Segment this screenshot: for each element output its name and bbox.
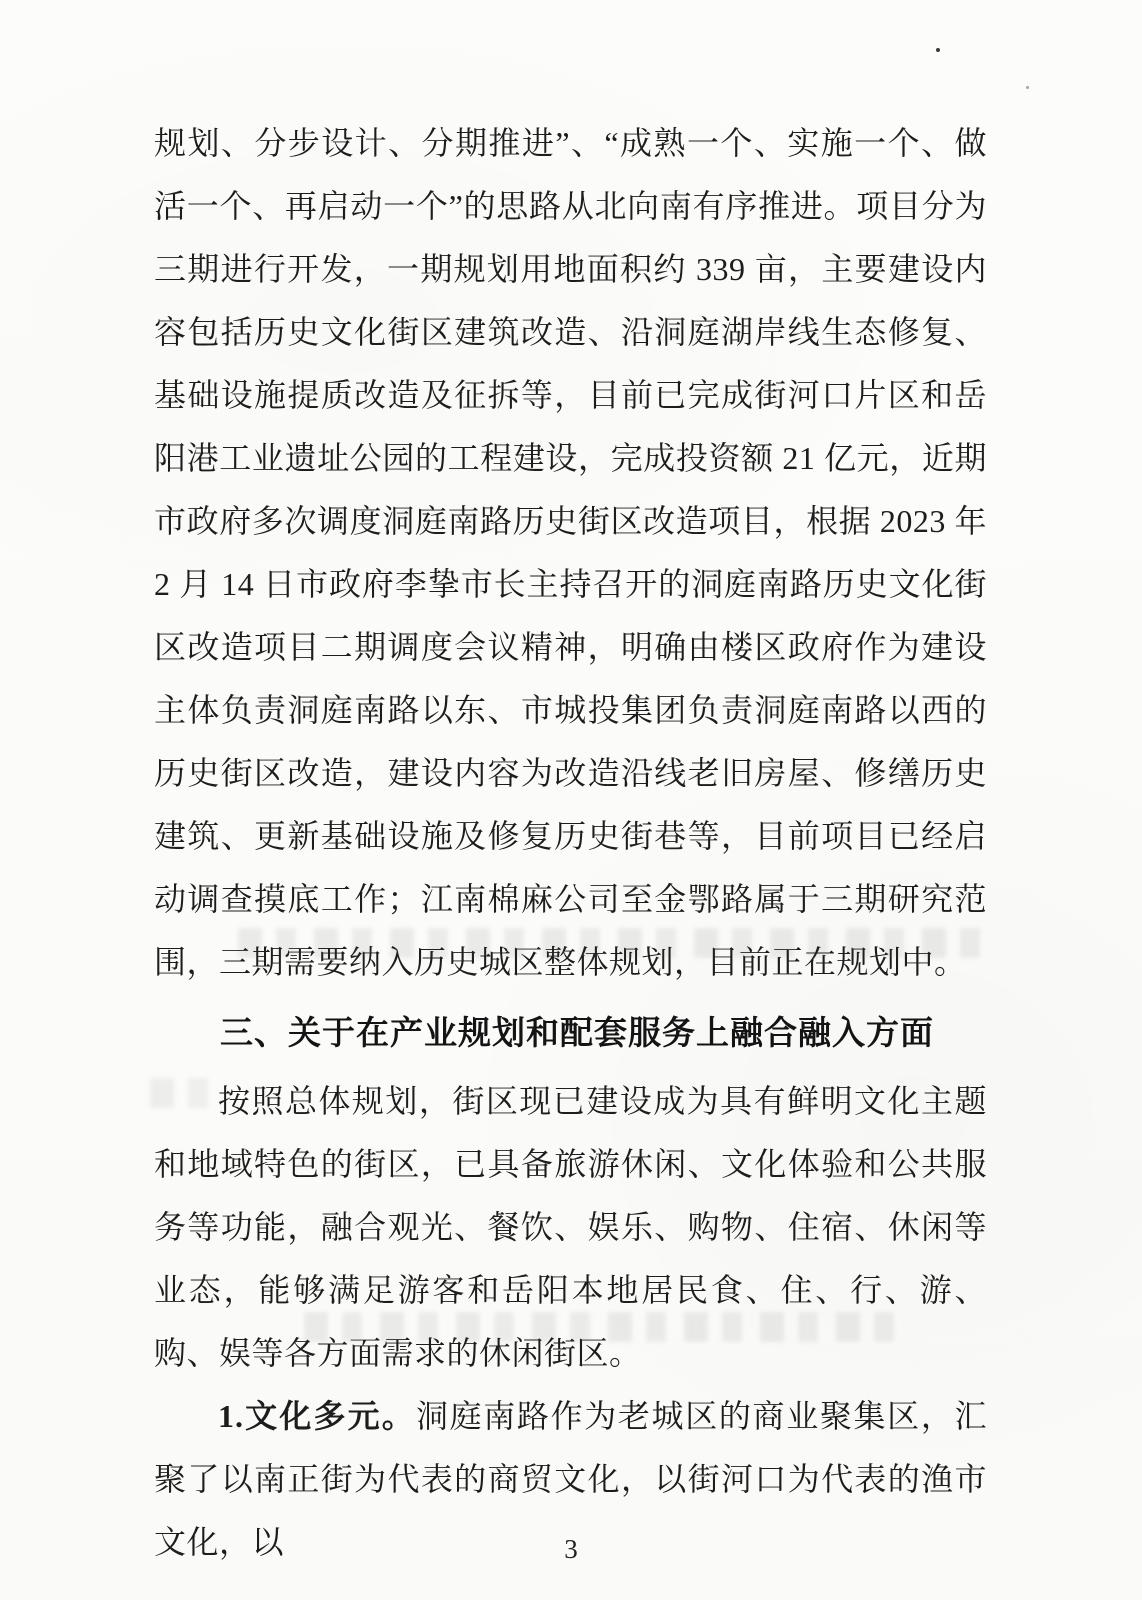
paragraph-project-phases: 规划、分步设计、分期推进”、“成熟一个、实施一个、做活一个、再启动一个”的思路从北向南有序推进。项目分为三期进行开发，一期规划用地面积约 339 亩，主要建设内容包括历史文化街区建筑改造、沿洞庭湖岸线生态修复、基础设施提质改造及征拆等，目前已完成街河口片区和岳阳港工业遗址公园的工程建设，完成投资额 21 亿元，近期市政府多次调度洞庭南路历史街区改造项目，根据 2023 年 2 月 14 日市政府李挚市长主持召开的洞庭南路历史文化街区改造项目二期调度会议精神，明确由楼区政府作为建设主体负责洞庭南路以东、市城投集团负责洞庭南路以西的历史街区改造，建设内容为改造沿线老旧房屋、修缮历史建筑、更新基础设施及修复历史街巷等，目前项目已经启动调查摸底工作；江南棉麻公司至金鄂路属于三期研究范围，三期需要纳入历史城区整体规划，目前正在规划中。	[154, 125, 987, 980]
paragraph-culture-diversity-text: 洞庭南路作为老城区的商业聚集区，汇聚了以南正街为代表的商贸文化，以街河口为代表的渔市文化，以	[154, 1398, 987, 1560]
scan-speck	[1026, 86, 1029, 89]
scan-speck	[936, 48, 940, 52]
ink-bleed-through	[304, 1312, 904, 1342]
document-body	[154, 112, 987, 1574]
ink-bleed-through	[238, 928, 980, 958]
paragraph-overall-plan: 按照总体规划，街区现已建设成为具有鲜明文化主题和地域特色的街区，已具备旅游休闲、文化体验和公共服务等功能，融合观光、餐饮、娱乐、购物、住宿、休闲等业态，能够满足游客和岳阳本地居民食、住、行、游、购、娱等各方面需求的休闲街区。	[154, 1083, 987, 1371]
ink-bleed-through	[150, 1078, 210, 1108]
section-heading-three: 三、关于在产业规划和配套服务上融合融入方面	[220, 1014, 934, 1051]
page-number: 3	[564, 1534, 578, 1564]
paragraph-lead-label: 1.文化多元。	[218, 1398, 416, 1434]
